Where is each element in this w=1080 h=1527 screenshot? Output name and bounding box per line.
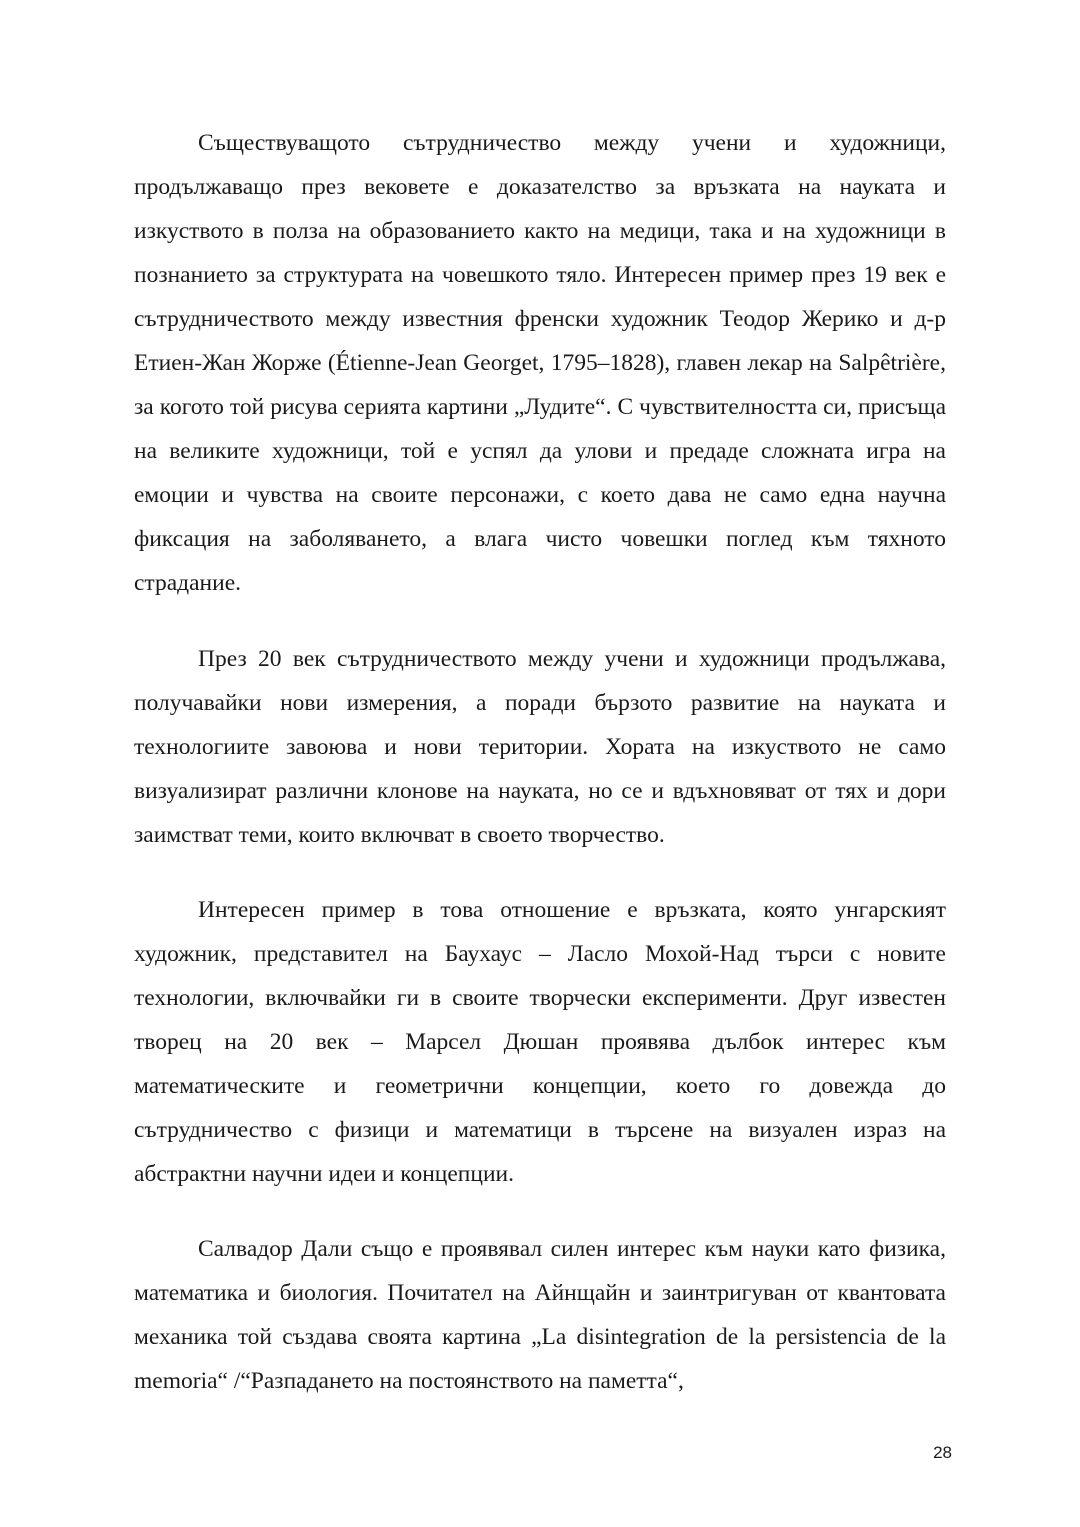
page-number: 28 — [933, 1443, 952, 1462]
paragraph-text: Салвадор Дали също е проявявал силен интерес към науки като физика, математика и биология. Почитател на Айнщайн и заинтригуван от квантовата механика той създава своята картина „La disintegration de la persistencia de la memoria“ /“Разпадането на постоянството на паметта“, — [134, 1236, 946, 1394]
paragraph-text: Интересен пример в това отношение е връзката, която унгарският художник, представител на Баухаус – Ласло Мохой-Над търси с новите технологии, включвайки ги в своите творчески експерименти. Друг известен творец на 20 век – Марсел Дюшан проявява дълбок интерес към математическите и геометрични концепции, което го довежда до сътрудничество с физици и математици в търсене на визуален израз на абстрактни научни идеи и концепции. — [134, 897, 946, 1187]
text-paragraph-3 — [134, 888, 946, 1196]
paragraph-text: Съществуващото сътрудничество между учени и художници, продължаващо през вековете е доказателство за връзката на науката и изкуството в полза на образованието както на медици, така и на художници в познанието за структурата на човешкото тяло. Интересен пример през 19 век е сътрудничеството между известния френски художник Теодор Жерико и д-р Етиен-Жан Жорже (Étienne-Jean Georget, 1795–1828), главен лекар на Salpêtrière, за когото той рисува серията картини „Лудите“. С чувствителността си, присъща на великите художници, той е успял да улови и предаде сложната игра на емоции и чувства на своите персонажи, с което дава не само една научна фиксация на заболяването, а влага чисто човешки поглед към тяхното страдание. — [134, 130, 946, 596]
text-paragraph-1 — [134, 121, 946, 605]
paragraph-text: През 20 век сътрудничеството между учени и художници продължава, получавайки нови измерения, а поради бързото развитие на науката и технологиите завоюва и нови територии. Хората на изкуството не само визуализират различни клонове на науката, но се и вдъхновяват от тях и дори заимстват теми, които включват в своето творчество. — [134, 646, 946, 848]
text-paragraph-4 — [134, 1227, 946, 1403]
text-paragraph-2 — [134, 637, 946, 857]
